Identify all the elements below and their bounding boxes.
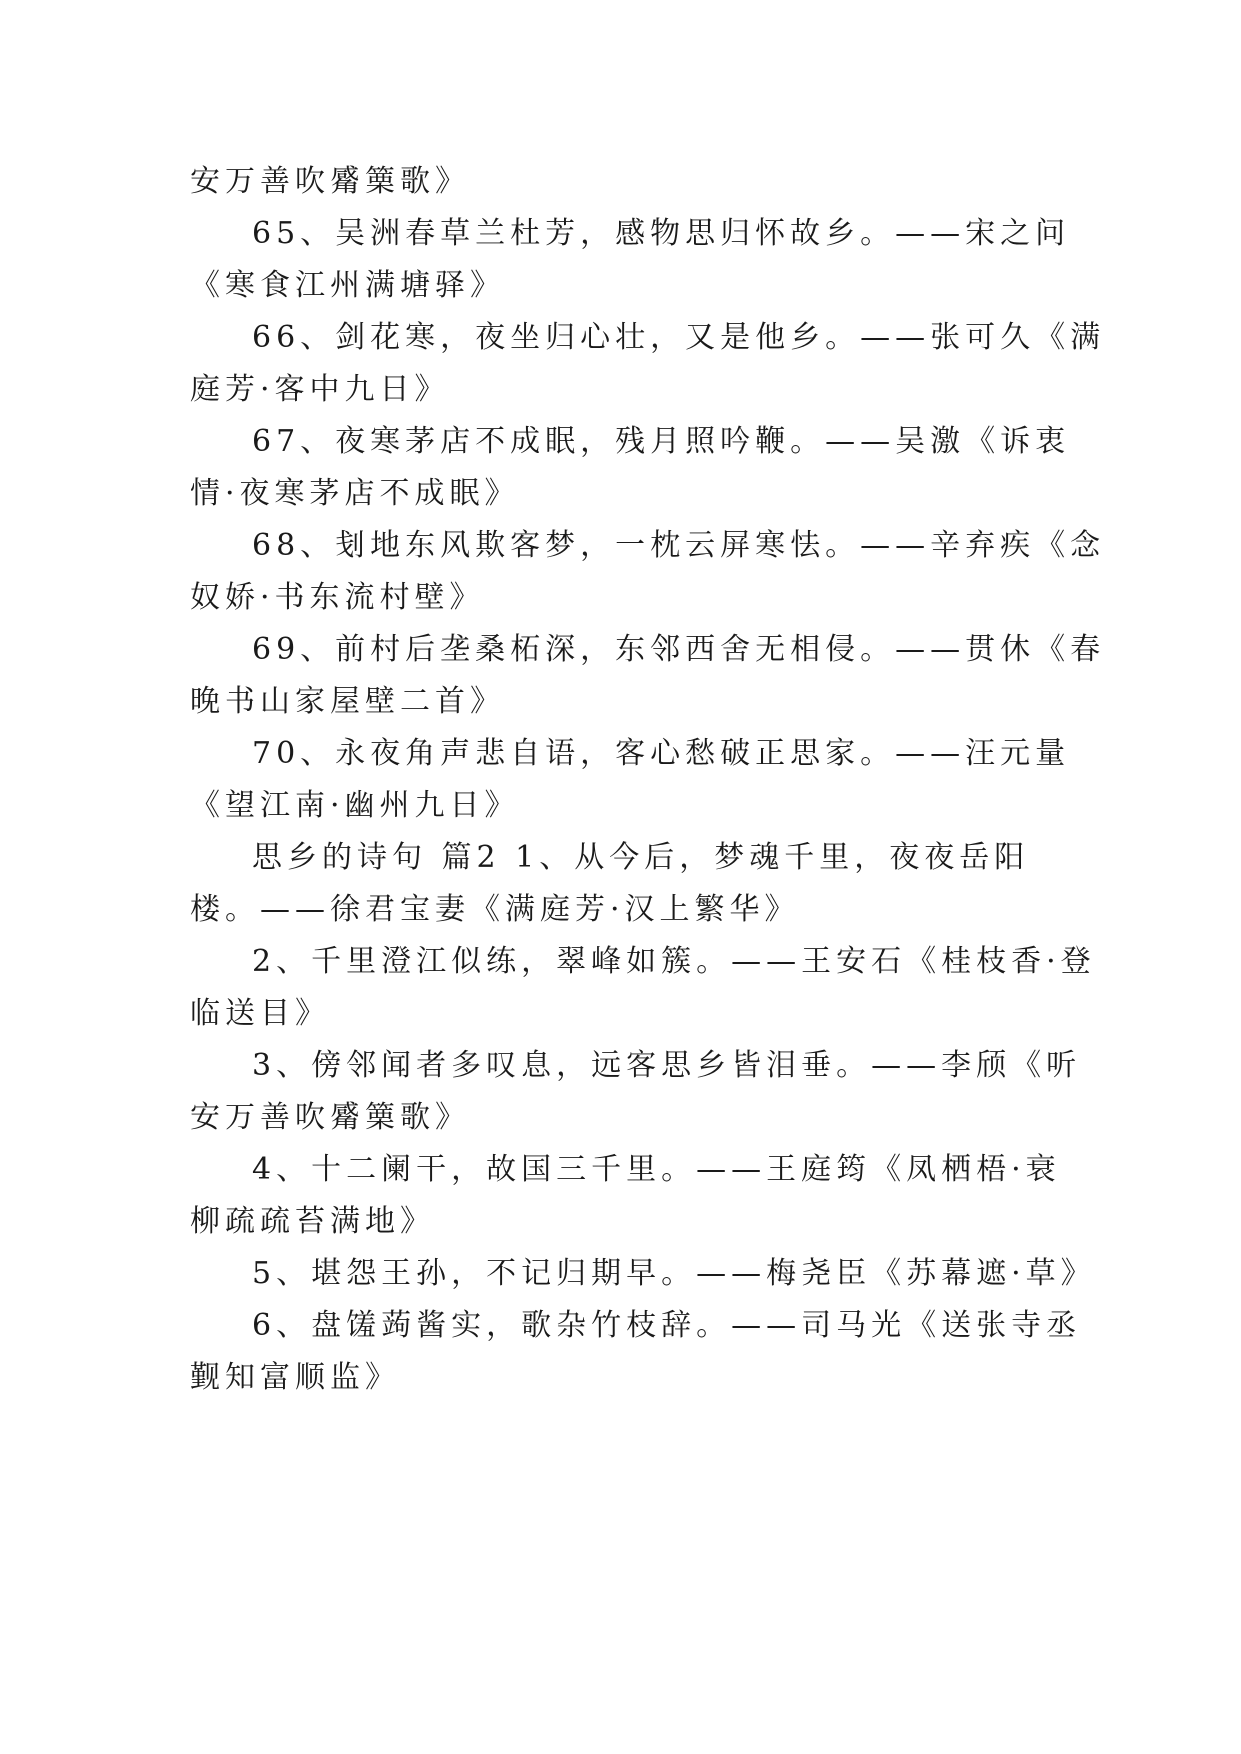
text-line: 安万善吹觱篥歌》 <box>190 1100 470 1135</box>
text-line: 临送目》 <box>190 996 330 1031</box>
text-line: 70、永夜角声悲自语，客心愁破正思家。——汪元量 <box>252 736 1071 771</box>
text-line: 4、十二阑干，故国三千里。——王庭筠《凤栖梧·衰 <box>252 1152 1061 1187</box>
text-line: 庭芳·客中九日》 <box>190 372 450 407</box>
text-line: 情·夜寒茅店不成眠》 <box>190 476 520 511</box>
text-line: 65、吴洲春草兰杜芳，感物思归怀故乡。——宋之问 <box>252 216 1071 251</box>
text-line: 晚书山家屋壁二首》 <box>190 684 505 719</box>
text-line: 69、前村后垄桑柘深，东邻西舍无相侵。——贯休《春 <box>252 632 1106 667</box>
text-line: 安万善吹觱篥歌》 <box>190 164 470 199</box>
text-line: 觐知富顺监》 <box>190 1360 400 1395</box>
text-line: 《寒食江州满塘驿》 <box>190 268 505 303</box>
text-line: 68、刬地东风欺客梦，一枕云屏寒怯。——辛弃疾《念 <box>252 528 1106 563</box>
text-line: 2、千里澄江似练，翠峰如簇。——王安石《桂枝香·登 <box>252 944 1096 979</box>
text-line: 3、傍邻闻者多叹息，远客思乡皆泪垂。——李颀《听 <box>252 1048 1082 1083</box>
section-heading-line: 思乡的诗句 篇2 1、从今后，梦魂千里，夜夜岳阳 <box>252 840 1030 875</box>
text-line: 66、剑花寒，夜坐归心壮，又是他乡。——张可久《满 <box>252 320 1106 355</box>
text-line: 《望江南·幽州九日》 <box>190 788 520 823</box>
text-line: 柳疏疏苔满地》 <box>190 1204 435 1239</box>
text-line: 奴娇·书东流村壁》 <box>190 580 485 615</box>
text-line: 5、堪怨王孙，不记归期早。——梅尧臣《苏幕遮·草》 <box>252 1256 1096 1291</box>
text-line: 楼。——徐君宝妻《满庭芳·汉上繁华》 <box>190 892 800 927</box>
text-line: 6、盘馐蒟酱实，歌杂竹枝辞。——司马光《送张寺丞 <box>252 1308 1082 1343</box>
text-line: 67、夜寒茅店不成眠，残月照吟鞭。——吴激《诉衷 <box>252 424 1071 459</box>
